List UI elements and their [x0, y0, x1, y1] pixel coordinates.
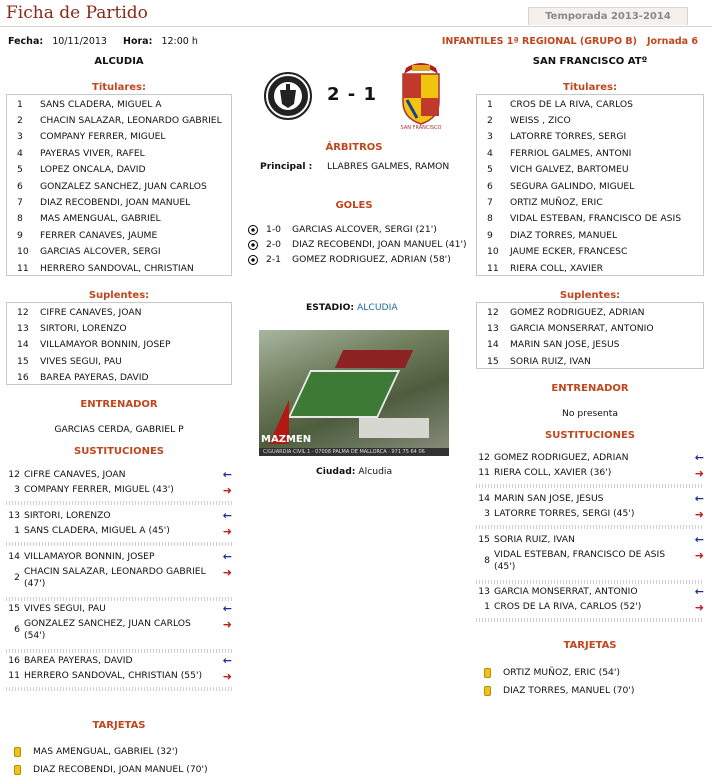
sub-out-row — [476, 467, 704, 479]
card-row — [484, 685, 634, 696]
player-name: COMPANY FERRER, MIGUEL — [40, 131, 166, 143]
arrow-out-icon: ➜ — [694, 549, 704, 562]
player-number: 8 — [487, 213, 493, 225]
player-number: 15 — [17, 355, 29, 367]
referee-role: Principal : — [260, 161, 313, 172]
player-number: 9 — [17, 229, 23, 241]
goal-score: 2-1 — [266, 254, 282, 265]
divider — [476, 580, 704, 584]
yellow-card-icon — [484, 668, 491, 678]
player-row — [477, 337, 703, 353]
player-row — [7, 260, 231, 276]
player-number: 10 — [17, 246, 29, 258]
home-logo — [264, 72, 312, 120]
sub-out-number: 3 — [14, 484, 20, 495]
player-row — [477, 211, 703, 227]
player-number: 6 — [17, 180, 23, 192]
sub-in-number: 12 — [478, 452, 490, 463]
player-name: VICH GALVEZ, BARTOMEU — [510, 164, 629, 176]
photo-brand: MAZMEN — [261, 434, 312, 445]
player-number: 14 — [17, 339, 29, 351]
player-name: VILLAMAYOR BONNIN, JOSEP — [40, 339, 171, 351]
player-number: 5 — [17, 164, 23, 176]
sub-in-name: GOMEZ RODRIGUEZ, ADRIAN — [494, 452, 629, 463]
away-subs-label: Suplentes: — [559, 290, 621, 301]
substitution — [476, 586, 704, 613]
sub-out-number: 11 — [478, 467, 490, 478]
divider — [6, 687, 232, 691]
divider — [6, 542, 232, 546]
player-number: 14 — [487, 339, 499, 351]
sub-out-number: 11 — [8, 670, 20, 681]
player-name: SEGURA GALINDO, MIGUEL — [510, 180, 635, 192]
city: Ciudad: Alcudia — [316, 466, 393, 477]
player-name: LATORRE TORRES, SERGI — [510, 131, 627, 143]
substitution — [476, 493, 704, 520]
arrow-in-icon: ← — [222, 468, 232, 481]
home-cards-label: TARJETAS — [92, 720, 146, 731]
sub-out-number: 6 — [14, 624, 20, 635]
sub-in-number: 13 — [478, 586, 490, 597]
player-number: 13 — [487, 323, 499, 335]
player-row — [7, 112, 231, 128]
card-player: ORTIZ MUÑOZ, ERIC (54') — [503, 667, 620, 678]
arrow-out-icon: ➜ — [694, 508, 704, 521]
player-name: LOPEZ ONCALA, DAVID — [40, 164, 146, 176]
player-name: MAS AMENGUAL, GABRIEL — [40, 213, 161, 225]
arrow-out-icon: ➜ — [222, 670, 232, 683]
sub-in-number: 12 — [8, 469, 20, 480]
sub-out-row — [476, 601, 704, 613]
player-row — [477, 162, 703, 178]
player-number: 3 — [17, 131, 23, 143]
card-player: DIAZ RECOBENDI, JOAN MANUEL (70') — [33, 764, 208, 775]
player-row — [477, 260, 703, 276]
player-name: WEISS , ZICO — [510, 115, 571, 127]
player-name: GONZALEZ SANCHEZ, JUAN CARLOS — [40, 180, 207, 192]
player-name: SANS CLADERA, MIGUEL A — [40, 98, 162, 110]
player-row — [7, 304, 231, 320]
player-name: VIVES SEGUI, PAU — [40, 355, 122, 367]
home-substitutions-label: SUSTITUCIONES — [74, 446, 164, 457]
sub-in-number: 14 — [478, 493, 490, 504]
player-number: 1 — [17, 98, 23, 110]
player-number: 6 — [487, 180, 493, 192]
player-row — [477, 96, 703, 112]
away-coach-label: ENTRENADOR — [551, 383, 629, 394]
goals-label: GOLES — [335, 200, 373, 211]
player-name: HERRERO SANDOVAL, CHRISTIAN — [40, 262, 194, 274]
substitution — [6, 469, 232, 496]
sub-out-number: 3 — [484, 508, 490, 519]
player-number: 5 — [487, 164, 493, 176]
card-row — [14, 746, 178, 757]
player-name: PAYERAS VIVER, RAFEL — [40, 147, 145, 159]
ball-icon — [248, 225, 258, 235]
match-date: Fecha: 10/11/2013 — [8, 36, 107, 47]
yellow-card-icon — [484, 686, 491, 696]
away-cards-label: TARJETAS — [563, 640, 617, 651]
arrow-in-icon: ← — [694, 585, 704, 598]
home-coach: GARCIAS CERDA, GABRIEL P — [54, 424, 184, 435]
player-row — [7, 129, 231, 145]
sub-in-row — [476, 493, 704, 505]
goal-score: 2-0 — [266, 239, 282, 250]
player-name: GARCIAS ALCOVER, SERGI — [40, 246, 161, 258]
sub-out-name: RIERA COLL, XAVIER (36') — [494, 467, 612, 478]
player-number: 7 — [17, 197, 23, 209]
divider — [476, 618, 704, 622]
player-number: 2 — [487, 115, 493, 127]
divider — [6, 649, 232, 653]
sub-in-number: 16 — [8, 655, 20, 666]
player-row — [7, 370, 231, 386]
sub-out-name: VIDAL ESTEBAN, FRANCISCO DE ASIS (45') — [494, 549, 666, 572]
ball-icon — [248, 240, 258, 250]
player-row — [477, 353, 703, 369]
sub-out-row — [6, 566, 232, 590]
page-title: Ficha de Partido — [6, 3, 148, 23]
sub-in-number: 14 — [8, 551, 20, 562]
divider — [476, 525, 704, 529]
away-starters-list — [476, 94, 704, 276]
sub-in-name: BAREA PAYERAS, DAVID — [24, 655, 133, 666]
arrow-out-icon: ➜ — [694, 467, 704, 480]
substitution — [476, 452, 704, 479]
player-number: 16 — [17, 372, 29, 384]
match-time: Hora: 12:00 h — [123, 36, 198, 47]
divider — [476, 484, 704, 488]
arrow-in-icon: ← — [694, 533, 704, 546]
sub-in-number: 13 — [8, 510, 20, 521]
goal-row — [248, 239, 467, 250]
player-row — [7, 96, 231, 112]
sub-out-name: SANS CLADERA, MIGUEL A (45') — [24, 525, 170, 536]
player-row — [7, 244, 231, 260]
sub-in-number: 15 — [478, 534, 490, 545]
away-subs-list — [476, 302, 704, 369]
arrow-in-icon: ← — [222, 509, 232, 522]
away-team-name: SAN FRANCISCO ATº — [532, 56, 648, 67]
goal-score: 1-0 — [266, 224, 282, 235]
substitution — [476, 534, 704, 573]
player-number: 2 — [17, 115, 23, 127]
substitution — [6, 551, 232, 590]
away-logo — [398, 60, 444, 130]
svg-text:SAN FRANCISCO: SAN FRANCISCO — [400, 125, 442, 130]
player-row — [477, 178, 703, 194]
sub-out-name: CROS DE LA RIVA, CARLOS (52') — [494, 601, 642, 612]
sub-in-name: GARCIA MONSERRAT, ANTONIO — [494, 586, 638, 597]
player-row — [477, 244, 703, 260]
sub-out-row — [476, 508, 704, 520]
player-name: JAUME ECKER, FRANCESC — [510, 246, 628, 258]
sub-out-number: 2 — [14, 572, 20, 583]
sub-in-name: SIRTORI, LORENZO — [24, 510, 111, 521]
sub-out-number: 8 — [484, 555, 490, 566]
away-coach: No presenta — [562, 408, 618, 419]
goal-scorer: DIAZ RECOBENDI, JOAN MANUEL (41') — [292, 239, 467, 250]
photo-caption: C/GUARDIA CIVIL 1 · 07008 PALMA DE MALLORCA · 971 75 64 06 — [259, 448, 449, 456]
sub-out-row — [6, 484, 232, 496]
player-row — [7, 211, 231, 227]
arrow-out-icon: ➜ — [222, 618, 232, 631]
sub-in-name: CIFRE CANAVES, JOAN — [24, 469, 126, 480]
player-number: 4 — [487, 147, 493, 159]
player-row — [7, 227, 231, 243]
sub-in-row — [6, 655, 232, 667]
player-name: VIDAL ESTEBAN, FRANCISCO DE ASIS — [510, 213, 682, 225]
arrow-in-icon: ← — [222, 654, 232, 667]
sub-out-number: 1 — [484, 601, 490, 612]
player-name: MARIN SAN JOSE, JESUS — [510, 339, 620, 351]
player-number: 3 — [487, 131, 493, 143]
player-number: 9 — [487, 229, 493, 241]
player-row — [477, 145, 703, 161]
sub-out-name: COMPANY FERRER, MIGUEL (43') — [24, 484, 174, 495]
player-number: 15 — [487, 355, 499, 367]
player-row — [7, 337, 231, 353]
player-number: 12 — [17, 306, 29, 318]
player-number: 10 — [487, 246, 499, 258]
player-name: FERRER CANAVES, JAUME — [40, 229, 158, 241]
referee-name: LLABRES GALMES, RAMON — [327, 161, 450, 172]
player-name: RIERA COLL, XAVIER — [510, 262, 604, 274]
sub-out-name: GONZALEZ SANCHEZ, JUAN CARLOS (54') — [24, 618, 191, 641]
away-substitutions-label: SUSTITUCIONES — [545, 430, 635, 441]
player-number: 11 — [17, 262, 29, 274]
player-name: CIFRE CANAVES, JOAN — [40, 306, 142, 318]
referees-label: ÁRBITROS — [325, 142, 383, 153]
card-player: MAS AMENGUAL, GABRIEL (32') — [33, 746, 178, 757]
sub-in-row — [476, 534, 704, 546]
sub-out-row — [6, 670, 232, 682]
sub-out-row — [476, 549, 704, 573]
player-row — [477, 320, 703, 336]
page-header — [0, 0, 712, 27]
substitution — [6, 510, 232, 537]
arrow-in-icon: ← — [222, 602, 232, 615]
player-row — [7, 320, 231, 336]
player-name: FERRIOL GALMES, ANTONI — [510, 147, 632, 159]
sub-in-row — [6, 510, 232, 522]
player-row — [7, 194, 231, 210]
sub-in-row — [6, 603, 232, 615]
player-number: 1 — [487, 98, 493, 110]
sub-in-name: SORIA RUIZ, IVAN — [494, 534, 575, 545]
stadium-photo — [259, 330, 449, 456]
substitution — [6, 655, 232, 682]
goal-row — [248, 254, 451, 265]
goal-row — [248, 224, 437, 235]
home-coach-label: ENTRENADOR — [80, 399, 158, 410]
player-row — [7, 145, 231, 161]
player-name: CHACIN SALAZAR, LEONARDO GABRIEL — [40, 115, 222, 127]
sub-in-row — [476, 586, 704, 598]
sub-in-name: MARIN SAN JOSE, JESUS — [494, 493, 604, 504]
player-number: 4 — [17, 147, 23, 159]
arrow-out-icon: ➜ — [222, 484, 232, 497]
sub-in-number: 15 — [8, 603, 20, 614]
player-row — [477, 112, 703, 128]
yellow-card-icon — [14, 765, 21, 775]
season-tab[interactable]: Temporada 2013-2014 — [528, 7, 688, 25]
stadium: ESTADIO: ALCUDIA — [306, 302, 398, 313]
home-starters-list — [6, 94, 232, 276]
arrow-in-icon: ← — [694, 492, 704, 505]
player-name: ORTIZ MUÑOZ, ERIC — [510, 197, 603, 209]
home-team-name: ALCUDIA — [94, 56, 144, 67]
sub-in-name: VILLAMAYOR BONNIN, JOSEP — [24, 551, 155, 562]
player-number: 8 — [17, 213, 23, 225]
arrow-in-icon: ← — [222, 550, 232, 563]
substitution — [6, 603, 232, 642]
player-number: 12 — [487, 306, 499, 318]
player-row — [7, 162, 231, 178]
player-name: GARCIA MONSERRAT, ANTONIO — [510, 323, 654, 335]
player-name: SORIA RUIZ, IVAN — [510, 355, 591, 367]
arrow-out-icon: ➜ — [694, 601, 704, 614]
home-subs-list — [6, 302, 232, 385]
player-name: SIRTORI, LORENZO — [40, 323, 127, 335]
stadium-link[interactable]: ALCUDIA — [357, 302, 398, 313]
sub-out-name: CHACIN SALAZAR, LEONARDO GABRIEL (47') — [24, 566, 206, 589]
card-player: DIAZ TORRES, MANUEL (70') — [503, 685, 635, 696]
sub-out-name: LATORRE TORRES, SERGI (45') — [494, 508, 635, 519]
arrow-out-icon: ➜ — [222, 566, 232, 579]
competition: INFANTILES 1ª REGIONAL (GRUPO B) Jornada 6 — [441, 36, 698, 47]
player-name: DIAZ RECOBENDI, JOAN MANUEL — [40, 197, 191, 209]
player-name: BAREA PAYERAS, DAVID — [40, 372, 149, 384]
home-subs-label: Suplentes: — [88, 290, 150, 301]
sub-in-row — [6, 469, 232, 481]
sub-out-row — [6, 618, 232, 642]
goal-scorer: GARCIAS ALCOVER, SERGI (21') — [292, 224, 437, 235]
player-number: 13 — [17, 323, 29, 335]
home-starters-label: Titulares: — [92, 82, 146, 93]
ball-icon — [248, 255, 258, 265]
arrow-in-icon: ← — [694, 451, 704, 464]
sub-out-row — [6, 525, 232, 537]
player-row — [7, 353, 231, 369]
goal-scorer: GOMEZ RODRIGUEZ, ADRIAN (58') — [292, 254, 451, 265]
card-row — [14, 764, 208, 775]
player-name: CROS DE LA RIVA, CARLOS — [510, 98, 633, 110]
player-number: 11 — [487, 262, 499, 274]
divider — [6, 597, 232, 601]
player-number: 7 — [487, 197, 493, 209]
player-row — [477, 304, 703, 320]
sub-in-row — [476, 452, 704, 464]
away-starters-label: Titulares: — [563, 82, 617, 93]
sub-out-name: HERRERO SANDOVAL, CHRISTIAN (55') — [24, 670, 203, 681]
player-row — [477, 227, 703, 243]
sub-out-number: 1 — [14, 525, 20, 536]
player-row — [477, 129, 703, 145]
player-name: DIAZ TORRES, MANUEL — [510, 229, 618, 241]
yellow-card-icon — [14, 747, 21, 757]
arrow-out-icon: ➜ — [222, 525, 232, 538]
sub-in-name: VIVES SEGUI, PAU — [24, 603, 106, 614]
sub-in-row — [6, 551, 232, 563]
divider — [6, 501, 232, 505]
player-row — [7, 178, 231, 194]
match-score: 2 - 1 — [327, 84, 378, 105]
player-name: GOMEZ RODRIGUEZ, ADRIAN — [510, 306, 645, 318]
player-row — [477, 194, 703, 210]
card-row — [484, 667, 620, 678]
